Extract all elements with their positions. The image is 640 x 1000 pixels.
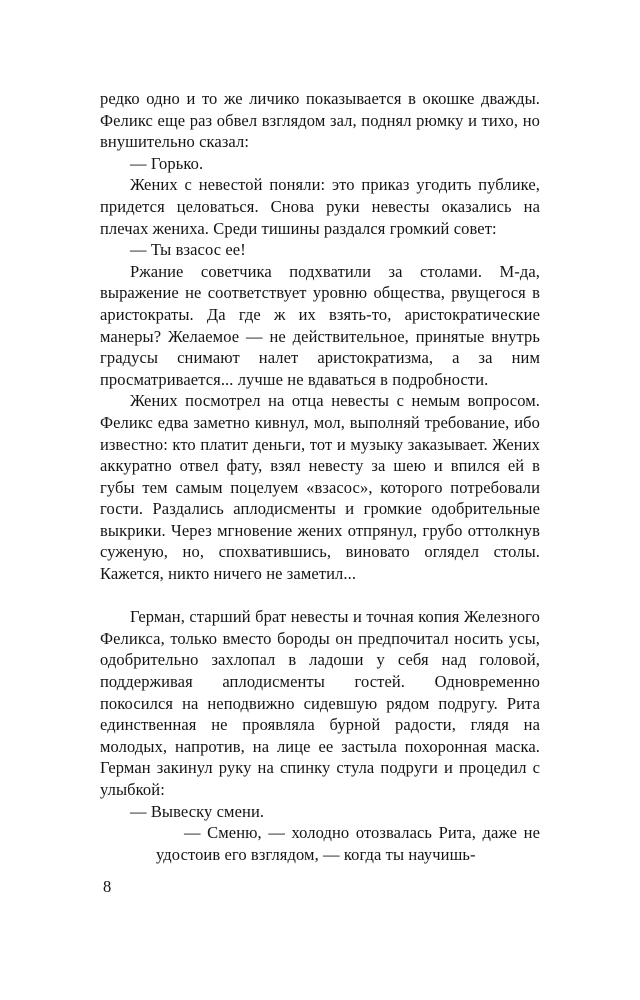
paragraph: Ржание советчика подхватили за столами. М-да, выражение не соответствует уровню общества, рвущегося в аристократы. Да где ж их взять-то, аристократические манеры? Желаемое — не действительное, принятые внутрь градусы снимают налет аристократизма, а за ним просматривается... лучше не вдаваться в подробности.: [100, 261, 540, 389]
page-text: [100, 88, 540, 865]
paragraph-dialogue: — Ты взасос ее!: [130, 240, 246, 260]
paragraph: Жених посмотрел на отца невесты с немым вопросом. Феликс едва заметно кивнул, мол, выполняй требование, ибо известно: кто платит деньги, тот и музыку заказывает. Жених аккуратно отвел фату, взял невесту за шею и впился ей в губы тем самым поцелуем «взасос», которого потребовали гости. Раздались аплодисменты и громкие одобрительные выкрики. Через мгновение жених отпрянул, грубо оттолкнув суженую, но, спохватившись, виновато оглядел столы. Кажется, никто ничего не заметил...: [100, 391, 540, 584]
paragraph-dialogue: — Горько.: [130, 153, 204, 173]
paragraph: редко одно и то же личико показывается в окошке дважды. Феликс еще раз обвел взглядом зал, поднял рюмку и тихо, но внушительно сказал:: [100, 89, 540, 152]
paragraph-dialogue: — Вывеску смени.: [130, 801, 265, 821]
paragraph-dialogue: — Сменю, — холодно отозвалась Рита, даже не удостоив его взглядом, — когда ты научишь-: [156, 823, 540, 864]
page-number: 8: [103, 877, 112, 896]
paragraph: Герман, старший брат невесты и точная копия Железного Феликса, только вместо бороды он предпочитал носить усы, одобрительно захлопал в ладоши у себя над головой, поддерживая аплодисменты гостей. Одновременно покосился на неподвижно сидевшую рядом подругу. Рита единственная не проявляла бурной радости, глядя на молодых, напротив, на лице ее застыла похоронная маска. Герман закинул руку на спинку стула подруги и процедил с улыбкой:: [100, 607, 540, 799]
paragraph: Жених с невестой поняли: это приказ угодить публике, придется целоваться. Снова руки невесты оказались на плечах жениха. Среди тишины раздался громкий совет:: [100, 175, 540, 238]
